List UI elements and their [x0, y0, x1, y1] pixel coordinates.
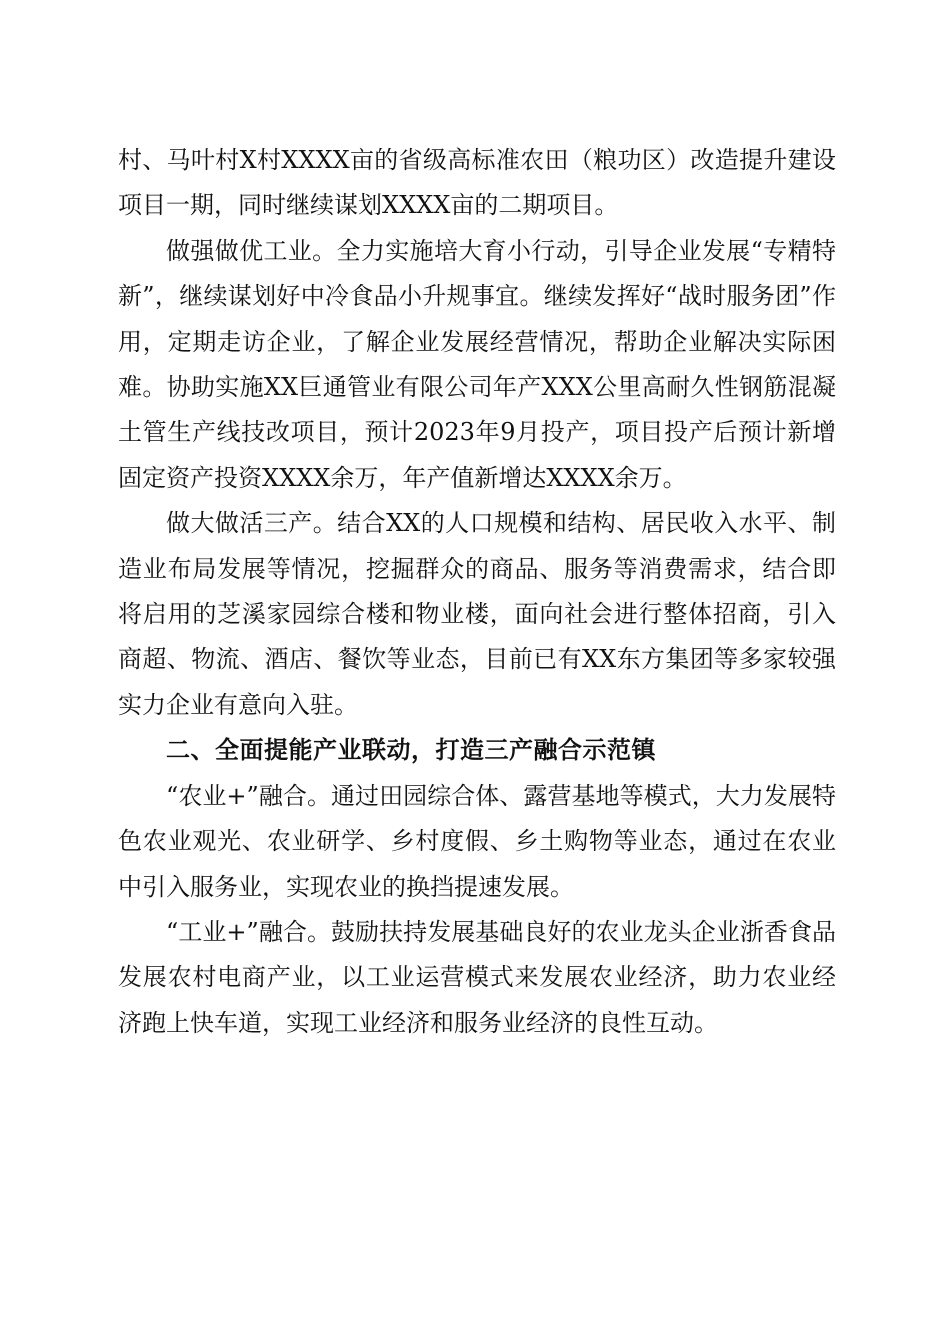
- section-heading: 二、全面提能产业联动，打造三产融合示范镇: [166, 736, 656, 765]
- paragraph-industry-plus: “工业+”融合。鼓励扶持发展基础良好的农业龙头企业浙香食品发展农村电商产业，以工业运营模式来发展农业经济，助力农业经济跑上快车道，实现工业经济和服务业经济的良性互动。: [118, 917, 836, 1037]
- paragraph-industry: 做强做优工业。全力实施培大育小行动，引导企业发展“专精特新”，继续谋划好中冷食品小升规事宜。继续发挥好“战时服务团”作用，定期走访企业，了解企业发展经营情况，帮助企业解决实际困难。协助实施XX巨通管业有限公司年产XXX公里高耐久性钢筋混凝土管生产线技改项目，预计2023年9月投产，项目投产后预计新增固定资产投资XXXX余万，年产值新增达XXXX余万。: [118, 236, 836, 492]
- paragraph-tertiary: 做大做活三产。结合XX的人口规模和结构、居民收入水平、制造业布局发展等情况，挖掘群众的商品、服务等消费需求，结合即将启用的芝溪家园综合楼和物业楼，面向社会进行整体招商，引入商超、物流、酒店、餐饮等业态，目前已有XX东方集团等多家较强实力企业有意向入驻。: [118, 509, 836, 719]
- paragraph-agriculture-plus: “农业+”融合。通过田园综合体、露营基地等模式，大力发展特色农业观光、农业研学、乡村度假、乡土购物等业态，通过在农业中引入服务业，实现农业的换挡提速发展。: [118, 781, 836, 901]
- document-body: [118, 138, 836, 1046]
- paragraph-continuation: 村、马叶村X村XXXX亩的省级高标准农田（粮功区）改造提升建设项目一期，同时继续谋划XXXX亩的二期项目。: [118, 146, 836, 220]
